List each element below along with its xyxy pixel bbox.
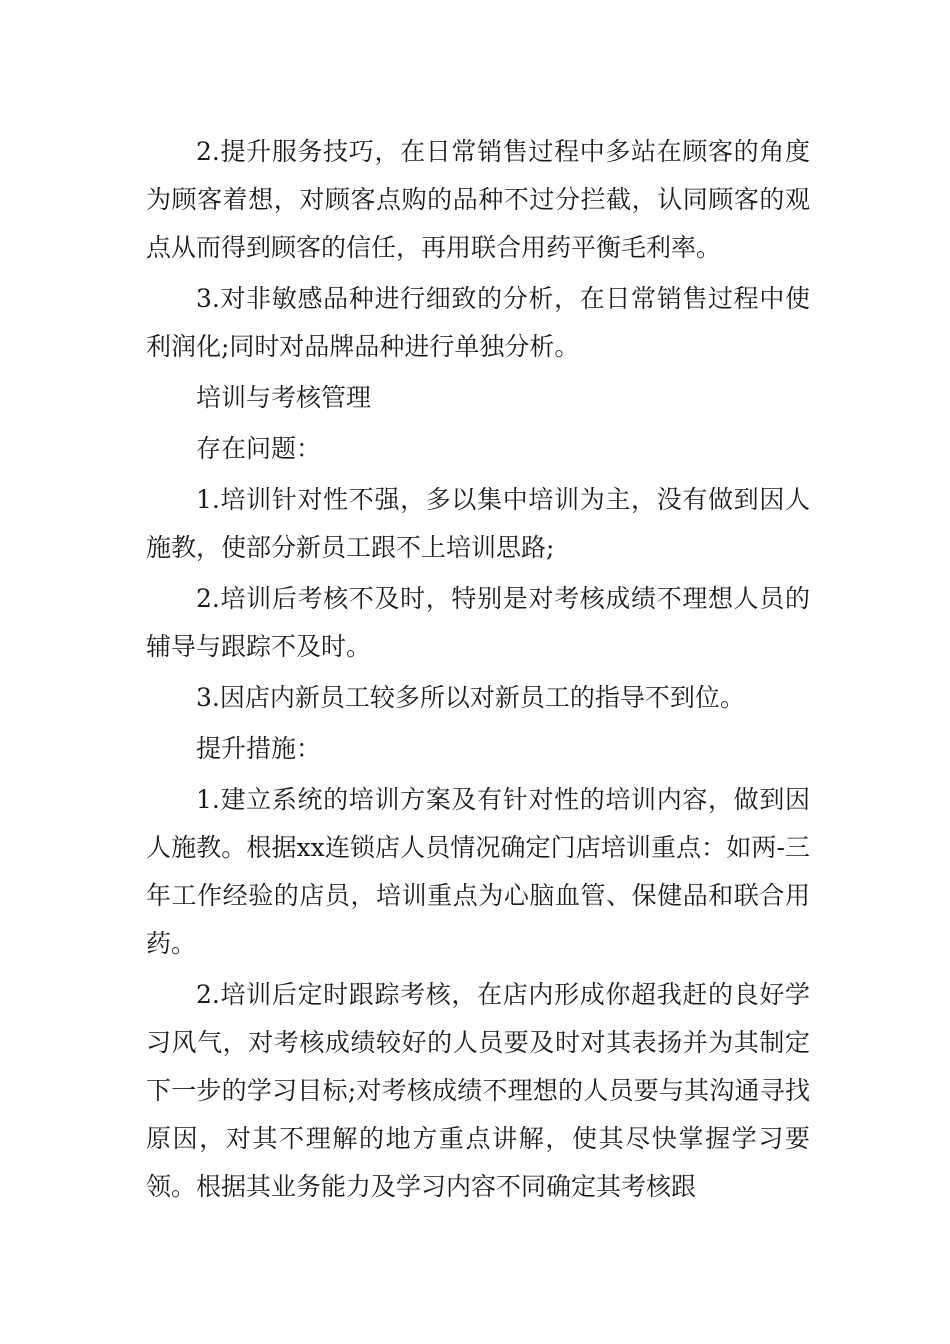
paragraph-problem-2: 2.培训后考核不及时，特别是对考核成绩不理想人员的辅导与跟踪不及时。 <box>146 584 810 661</box>
paragraph-problem-3: 3.因店内新员工较多所以对新员工的指导不到位。 <box>196 683 745 712</box>
paragraph-measure-1: 1.建立系统的培训方案及有针对性的培训内容，做到因人施教。根据xx连锁店人员情况确定门店培训重点：如两-三年工作经验的店员，培训重点为心脑血管、保健品和联合用药。 <box>146 785 810 958</box>
paragraph-non-sensitive-products: 3.对非敏感品种进行细致的分析，在日常销售过程中使利润化;同时对品牌品种进行单独分析。 <box>146 284 810 361</box>
paragraph-problem-1: 1.培训针对性不强，多以集中培训为主，没有做到因人施教，使部分新员工跟不上培训思路; <box>146 485 810 562</box>
subheading-measures: 提升措施： <box>196 734 322 763</box>
paragraph-measure-2: 2.培训后定时跟踪考核，在店内形成你超我赶的良好学习风气，对考核成绩较好的人员要及时对其表扬并为其制定下一步的学习目标;对考核成绩不理想的人员要与其沟通寻找原因，对其不理解的地方重点讲解，使其尽快掌握学习要领。根据其业务能力及学习内容不同确定其考核跟 <box>146 980 810 1201</box>
paragraph-service-skills: 2.提升服务技巧，在日常销售过程中多站在顾客的角度为顾客着想，对顾客点购的品种不过分拦截，认同顾客的观点从而得到顾客的信任，再用联合用药平衡毛利率。 <box>146 137 810 262</box>
document-body <box>146 128 810 1214</box>
subheading-problems: 存在问题： <box>196 434 322 463</box>
section-heading-training: 培训与考核管理 <box>196 383 372 412</box>
